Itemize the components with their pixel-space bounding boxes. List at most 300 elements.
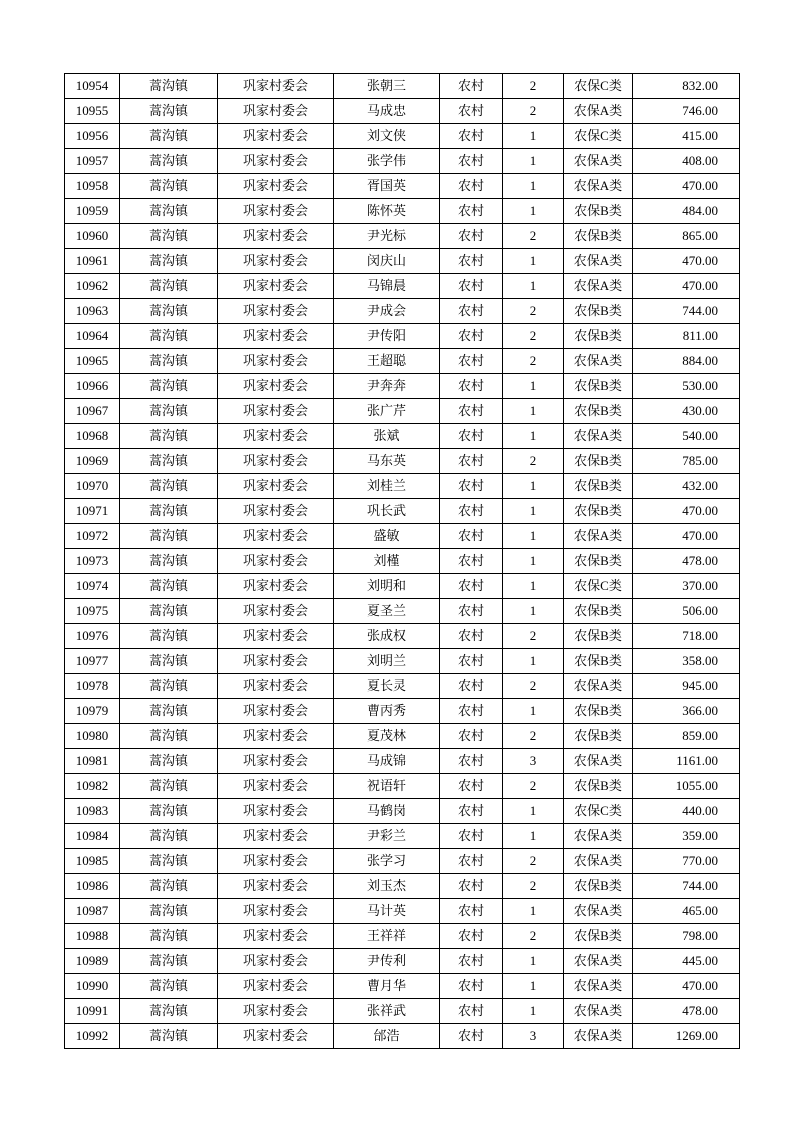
cell-village: 巩家村委会 [218,899,334,924]
cell-residence: 农村 [440,424,503,449]
cell-amount: 770.00 [633,849,740,874]
cell-count: 1 [503,824,564,849]
cell-count: 1 [503,649,564,674]
cell-residence: 农村 [440,149,503,174]
cell-name: 巩长武 [334,499,440,524]
cell-amount: 408.00 [633,149,740,174]
cell-residence: 农村 [440,774,503,799]
cell-count: 2 [503,324,564,349]
pension-benefits-table [64,73,740,1049]
table-row [65,724,740,749]
cell-residence: 农村 [440,74,503,99]
cell-amount: 430.00 [633,399,740,424]
table-row [65,249,740,274]
cell-name: 张学习 [334,849,440,874]
cell-residence: 农村 [440,724,503,749]
cell-id: 10975 [65,599,120,624]
cell-town: 蒿沟镇 [120,974,218,999]
cell-amount: 358.00 [633,649,740,674]
cell-count: 1 [503,249,564,274]
cell-amount: 884.00 [633,349,740,374]
cell-name: 张学伟 [334,149,440,174]
cell-village: 巩家村委会 [218,774,334,799]
cell-town: 蒿沟镇 [120,374,218,399]
cell-village: 巩家村委会 [218,749,334,774]
cell-category: 农保B类 [564,199,633,224]
cell-town: 蒿沟镇 [120,874,218,899]
cell-village: 巩家村委会 [218,474,334,499]
cell-town: 蒿沟镇 [120,724,218,749]
cell-village: 巩家村委会 [218,99,334,124]
cell-name: 尹传利 [334,949,440,974]
cell-town: 蒿沟镇 [120,349,218,374]
cell-amount: 1055.00 [633,774,740,799]
cell-residence: 农村 [440,624,503,649]
table-row [65,524,740,549]
cell-amount: 530.00 [633,374,740,399]
cell-name: 曹月华 [334,974,440,999]
cell-name: 尹彩兰 [334,824,440,849]
cell-residence: 农村 [440,849,503,874]
cell-amount: 370.00 [633,574,740,599]
cell-name: 闵庆山 [334,249,440,274]
cell-count: 1 [503,974,564,999]
cell-village: 巩家村委会 [218,699,334,724]
cell-id: 10965 [65,349,120,374]
cell-count: 1 [503,524,564,549]
cell-village: 巩家村委会 [218,449,334,474]
cell-category: 农保B类 [564,874,633,899]
cell-count: 1 [503,474,564,499]
cell-count: 2 [503,874,564,899]
cell-name: 张广芹 [334,399,440,424]
cell-amount: 798.00 [633,924,740,949]
cell-town: 蒿沟镇 [120,674,218,699]
cell-town: 蒿沟镇 [120,774,218,799]
cell-category: 农保B类 [564,449,633,474]
cell-amount: 484.00 [633,199,740,224]
cell-category: 农保B类 [564,924,633,949]
table-row [65,199,740,224]
table-row [65,99,740,124]
cell-name: 夏长灵 [334,674,440,699]
cell-category: 农保A类 [564,349,633,374]
cell-town: 蒿沟镇 [120,124,218,149]
cell-id: 10958 [65,174,120,199]
cell-village: 巩家村委会 [218,174,334,199]
table-row [65,699,740,724]
cell-village: 巩家村委会 [218,324,334,349]
cell-count: 3 [503,749,564,774]
cell-name: 夏圣兰 [334,599,440,624]
cell-residence: 农村 [440,749,503,774]
table-row [65,499,740,524]
cell-category: 农保C类 [564,124,633,149]
cell-amount: 744.00 [633,874,740,899]
cell-amount: 865.00 [633,224,740,249]
cell-amount: 718.00 [633,624,740,649]
table-row [65,324,740,349]
cell-village: 巩家村委会 [218,1024,334,1049]
cell-category: 农保B类 [564,649,633,674]
cell-amount: 478.00 [633,999,740,1024]
cell-village: 巩家村委会 [218,724,334,749]
cell-residence: 农村 [440,174,503,199]
cell-village: 巩家村委会 [218,624,334,649]
cell-name: 马成忠 [334,99,440,124]
cell-village: 巩家村委会 [218,824,334,849]
cell-id: 10992 [65,1024,120,1049]
cell-name: 尹传阳 [334,324,440,349]
cell-id: 10976 [65,624,120,649]
cell-category: 农保A类 [564,949,633,974]
cell-town: 蒿沟镇 [120,324,218,349]
cell-id: 10963 [65,299,120,324]
cell-id: 10968 [65,424,120,449]
cell-residence: 农村 [440,549,503,574]
cell-residence: 农村 [440,224,503,249]
cell-category: 农保B类 [564,474,633,499]
cell-amount: 1161.00 [633,749,740,774]
cell-residence: 农村 [440,324,503,349]
cell-residence: 农村 [440,449,503,474]
cell-residence: 农村 [440,399,503,424]
cell-name: 祝语轩 [334,774,440,799]
table-row [65,849,740,874]
cell-category: 农保A类 [564,99,633,124]
cell-name: 马东英 [334,449,440,474]
cell-id: 10979 [65,699,120,724]
table-row [65,824,740,849]
cell-id: 10977 [65,649,120,674]
cell-residence: 农村 [440,674,503,699]
cell-name: 刘槿 [334,549,440,574]
cell-name: 马锦晨 [334,274,440,299]
cell-residence: 农村 [440,824,503,849]
cell-count: 2 [503,724,564,749]
cell-town: 蒿沟镇 [120,924,218,949]
cell-count: 1 [503,549,564,574]
cell-count: 2 [503,774,564,799]
cell-id: 10981 [65,749,120,774]
cell-amount: 470.00 [633,524,740,549]
cell-residence: 农村 [440,874,503,899]
cell-town: 蒿沟镇 [120,999,218,1024]
cell-town: 蒿沟镇 [120,99,218,124]
cell-residence: 农村 [440,199,503,224]
cell-category: 农保B类 [564,374,633,399]
cell-village: 巩家村委会 [218,224,334,249]
cell-residence: 农村 [440,524,503,549]
table-row [65,574,740,599]
table-row [65,374,740,399]
cell-id: 10978 [65,674,120,699]
cell-count: 1 [503,124,564,149]
cell-id: 10973 [65,549,120,574]
cell-id: 10961 [65,249,120,274]
cell-count: 1 [503,499,564,524]
cell-id: 10970 [65,474,120,499]
cell-category: 农保A类 [564,824,633,849]
cell-residence: 农村 [440,349,503,374]
cell-count: 1 [503,399,564,424]
cell-id: 10971 [65,499,120,524]
cell-amount: 1269.00 [633,1024,740,1049]
cell-id: 10991 [65,999,120,1024]
cell-count: 2 [503,449,564,474]
cell-category: 农保B类 [564,624,633,649]
table-row [65,949,740,974]
cell-amount: 445.00 [633,949,740,974]
cell-name: 曹丙秀 [334,699,440,724]
cell-count: 2 [503,924,564,949]
table-row [65,424,740,449]
cell-village: 巩家村委会 [218,299,334,324]
table-row [65,474,740,499]
table-row [65,174,740,199]
cell-category: 农保A类 [564,249,633,274]
cell-name: 尹奔奔 [334,374,440,399]
cell-village: 巩家村委会 [218,524,334,549]
cell-id: 10989 [65,949,120,974]
cell-residence: 农村 [440,924,503,949]
cell-id: 10986 [65,874,120,899]
cell-amount: 811.00 [633,324,740,349]
cell-count: 1 [503,574,564,599]
cell-category: 农保A类 [564,999,633,1024]
cell-category: 农保B类 [564,699,633,724]
cell-id: 10954 [65,74,120,99]
cell-residence: 农村 [440,374,503,399]
cell-amount: 746.00 [633,99,740,124]
cell-residence: 农村 [440,499,503,524]
cell-residence: 农村 [440,124,503,149]
cell-category: 农保A类 [564,974,633,999]
cell-name: 马成锦 [334,749,440,774]
table-row [65,274,740,299]
cell-town: 蒿沟镇 [120,524,218,549]
cell-amount: 859.00 [633,724,740,749]
cell-village: 巩家村委会 [218,549,334,574]
table-row [65,999,740,1024]
cell-count: 1 [503,424,564,449]
cell-town: 蒿沟镇 [120,799,218,824]
cell-residence: 农村 [440,799,503,824]
cell-amount: 465.00 [633,899,740,924]
cell-name: 刘玉杰 [334,874,440,899]
table-row [65,749,740,774]
table-row [65,774,740,799]
table-row [65,874,740,899]
cell-count: 1 [503,899,564,924]
cell-category: 农保B类 [564,324,633,349]
cell-amount: 744.00 [633,299,740,324]
cell-village: 巩家村委会 [218,999,334,1024]
cell-category: 农保A类 [564,274,633,299]
table-row [65,674,740,699]
cell-amount: 470.00 [633,499,740,524]
table-row [65,449,740,474]
cell-amount: 945.00 [633,674,740,699]
table-row [65,799,740,824]
cell-count: 3 [503,1024,564,1049]
cell-count: 1 [503,949,564,974]
cell-residence: 农村 [440,974,503,999]
cell-category: 农保A类 [564,849,633,874]
cell-id: 10988 [65,924,120,949]
cell-village: 巩家村委会 [218,149,334,174]
cell-count: 1 [503,149,564,174]
cell-amount: 415.00 [633,124,740,149]
cell-town: 蒿沟镇 [120,599,218,624]
cell-category: 农保A类 [564,674,633,699]
cell-category: 农保B类 [564,599,633,624]
cell-village: 巩家村委会 [218,124,334,149]
cell-id: 10962 [65,274,120,299]
cell-category: 农保B类 [564,549,633,574]
cell-category: 农保A类 [564,149,633,174]
table-row [65,649,740,674]
cell-village: 巩家村委会 [218,924,334,949]
cell-town: 蒿沟镇 [120,199,218,224]
cell-amount: 470.00 [633,174,740,199]
cell-town: 蒿沟镇 [120,224,218,249]
cell-name: 张朝三 [334,74,440,99]
cell-id: 10983 [65,799,120,824]
cell-residence: 农村 [440,599,503,624]
cell-category: 农保B类 [564,399,633,424]
cell-id: 10980 [65,724,120,749]
cell-category: 农保C类 [564,574,633,599]
table-row [65,224,740,249]
cell-name: 夏茂林 [334,724,440,749]
cell-residence: 农村 [440,899,503,924]
cell-town: 蒿沟镇 [120,1024,218,1049]
table-row [65,924,740,949]
cell-name: 马鹤岗 [334,799,440,824]
table-row [65,899,740,924]
cell-name: 刘明兰 [334,649,440,674]
cell-category: 农保A类 [564,899,633,924]
cell-amount: 440.00 [633,799,740,824]
cell-amount: 470.00 [633,249,740,274]
cell-residence: 农村 [440,249,503,274]
cell-count: 2 [503,349,564,374]
cell-count: 1 [503,599,564,624]
cell-category: 农保A类 [564,524,633,549]
cell-name: 张祥武 [334,999,440,1024]
cell-id: 10974 [65,574,120,599]
cell-town: 蒿沟镇 [120,274,218,299]
cell-residence: 农村 [440,949,503,974]
cell-village: 巩家村委会 [218,649,334,674]
cell-amount: 506.00 [633,599,740,624]
cell-village: 巩家村委会 [218,349,334,374]
cell-town: 蒿沟镇 [120,949,218,974]
cell-name: 胥国英 [334,174,440,199]
cell-amount: 359.00 [633,824,740,849]
cell-amount: 366.00 [633,699,740,724]
cell-name: 张成权 [334,624,440,649]
cell-id: 10967 [65,399,120,424]
cell-count: 1 [503,799,564,824]
table-body [65,74,740,1049]
cell-category: 农保A类 [564,174,633,199]
cell-id: 10984 [65,824,120,849]
cell-id: 10960 [65,224,120,249]
cell-town: 蒿沟镇 [120,249,218,274]
cell-name: 刘桂兰 [334,474,440,499]
cell-amount: 470.00 [633,274,740,299]
cell-id: 10990 [65,974,120,999]
cell-category: 农保B类 [564,224,633,249]
cell-name: 王超聪 [334,349,440,374]
cell-amount: 432.00 [633,474,740,499]
cell-id: 10969 [65,449,120,474]
table-row [65,974,740,999]
cell-count: 2 [503,299,564,324]
cell-town: 蒿沟镇 [120,574,218,599]
cell-town: 蒿沟镇 [120,824,218,849]
cell-name: 马计英 [334,899,440,924]
cell-count: 2 [503,74,564,99]
cell-village: 巩家村委会 [218,799,334,824]
cell-residence: 农村 [440,474,503,499]
cell-village: 巩家村委会 [218,949,334,974]
cell-count: 2 [503,99,564,124]
cell-name: 邰浩 [334,1024,440,1049]
cell-town: 蒿沟镇 [120,174,218,199]
cell-category: 农保C类 [564,799,633,824]
table-row [65,349,740,374]
cell-name: 陈怀英 [334,199,440,224]
cell-category: 农保B类 [564,774,633,799]
cell-residence: 农村 [440,999,503,1024]
cell-category: 农保A类 [564,424,633,449]
cell-category: 农保B类 [564,299,633,324]
cell-category: 农保A类 [564,1024,633,1049]
cell-name: 尹成会 [334,299,440,324]
cell-id: 10982 [65,774,120,799]
cell-town: 蒿沟镇 [120,499,218,524]
cell-village: 巩家村委会 [218,249,334,274]
cell-id: 10957 [65,149,120,174]
cell-town: 蒿沟镇 [120,299,218,324]
cell-town: 蒿沟镇 [120,649,218,674]
cell-village: 巩家村委会 [218,849,334,874]
cell-amount: 785.00 [633,449,740,474]
cell-village: 巩家村委会 [218,974,334,999]
cell-count: 1 [503,999,564,1024]
cell-town: 蒿沟镇 [120,449,218,474]
cell-village: 巩家村委会 [218,599,334,624]
cell-town: 蒿沟镇 [120,424,218,449]
cell-name: 盛敏 [334,524,440,549]
cell-village: 巩家村委会 [218,399,334,424]
table-row [65,149,740,174]
cell-town: 蒿沟镇 [120,749,218,774]
cell-id: 10955 [65,99,120,124]
cell-id: 10956 [65,124,120,149]
cell-residence: 农村 [440,574,503,599]
table-row [65,299,740,324]
cell-category: 农保A类 [564,749,633,774]
cell-category: 农保C类 [564,74,633,99]
cell-village: 巩家村委会 [218,674,334,699]
cell-village: 巩家村委会 [218,199,334,224]
table-row [65,74,740,99]
cell-amount: 540.00 [633,424,740,449]
